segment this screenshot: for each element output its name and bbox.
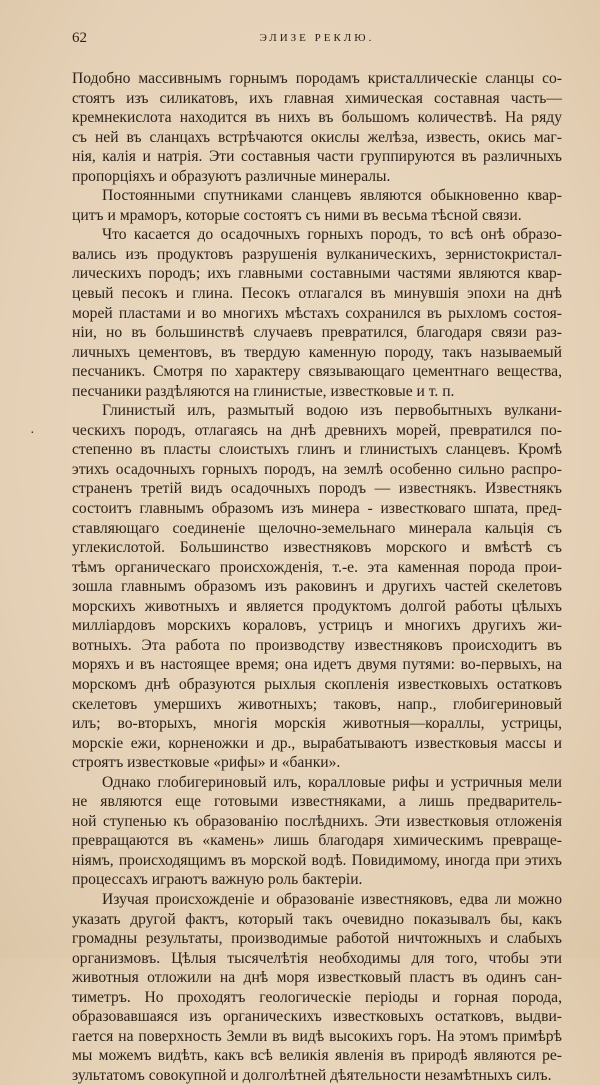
text-line: гается на поверхность Земли въ видѣ высокихъ горъ. На этомъ примѣрѣ bbox=[72, 1027, 562, 1045]
text-line: песчаники раздѣляются на глинистые, известковые и т. п. bbox=[72, 382, 455, 400]
text-line: Однако глобигериновый илъ, коралловые рифы и устричныя мели bbox=[102, 773, 562, 791]
text-line: ніи, но въ большинствѣ случаевъ превратился, благодаря связи раз- bbox=[72, 324, 562, 342]
text-line: строятъ известковые «рифы» и «банки». bbox=[72, 754, 341, 772]
text-line: зультатомъ совокупной и долголѣтней дѣятельности незамѣтныхъ силъ. bbox=[72, 1066, 552, 1084]
text-line: не являются еще готовыми известняками, а лишь предваритель- bbox=[72, 793, 562, 811]
margin-mark: · bbox=[30, 426, 35, 441]
book-page bbox=[72, 30, 562, 1085]
body-text bbox=[72, 69, 562, 1085]
text-line: Изучая происхожденіе и образованіе известняковъ, едва ли можно bbox=[102, 890, 562, 908]
text-line: углекислотой. Большинство известняковъ морского и вмѣстѣ съ bbox=[72, 539, 562, 557]
text-line: песчаникъ. Смотря по характеру связывающаго цементнаго вещества, bbox=[72, 363, 562, 381]
text-line: нія, калія и натрія. Эти составныя части группируются въ различныхъ bbox=[72, 148, 562, 166]
text-line: личныхъ цементовъ, въ твердую каменную породу, такъ называемый bbox=[72, 343, 562, 361]
text-line: моряхъ и въ настоящее время; она идетъ двумя путями: во-первыхъ, на bbox=[72, 656, 562, 674]
text-line: вотныхъ. Эта работа по производству известняковъ происходитъ въ bbox=[72, 636, 562, 654]
text-line: Постоянными спутниками сланцевъ являются обыкновенно квар- bbox=[102, 187, 562, 205]
text-line: морскомъ днѣ образуются рыхлыя скопленія известковыхъ остатковъ bbox=[72, 675, 562, 693]
text-line: тиметръ. Но проходятъ геологическіе періоды и горная порода, bbox=[72, 988, 562, 1006]
text-line: морскіе ежи, корненожки и др., вырабатываютъ известковыя массы и bbox=[72, 734, 562, 752]
text-line: Что касается до осадочныхъ горныхъ породъ, то всѣ онѣ образо- bbox=[102, 226, 562, 244]
text-line: ческихъ породъ, отлагаясь на днѣ древнихъ морей, превратился по- bbox=[72, 421, 562, 439]
text-line: состоитъ главнымъ образомъ изъ минера - известковаго шпата, пред- bbox=[72, 500, 562, 518]
text-line: вались изъ продуктовъ разрушенія вулканическихъ, зернистокристал- bbox=[72, 245, 562, 263]
running-head: ЭЛИЗЕ РЕКЛЮ. bbox=[259, 32, 375, 44]
text-line: лическихъ породъ; ихъ главными составными частями являются квар- bbox=[72, 265, 562, 283]
text-line: зошла главнымъ образомъ изъ раковинъ и другихъ частей скелетовъ bbox=[72, 578, 562, 596]
text-line: ставляющаго соединеніе щелочно-земельнаго минерала кальція съ bbox=[72, 519, 562, 537]
text-line: морей пластами и во многихъ мѣстахъ сохранился въ рыхломъ состоя- bbox=[72, 304, 562, 322]
text-line: процессахъ играютъ важную роль бактеріи. bbox=[72, 871, 363, 889]
text-line: стоятъ изъ силикатовъ, ихъ главная химическая составная часть— bbox=[72, 89, 562, 107]
text-line: мы можемъ видѣть, какъ всѣ великія явленія въ природѣ являются ре- bbox=[72, 1047, 562, 1065]
text-line: цитъ и мраморъ, которые состоятъ съ ними въ весьма тѣсной связи. bbox=[72, 206, 522, 224]
text-line: превращаются въ «камень» лишь благодаря химическимъ превраще- bbox=[72, 832, 562, 850]
text-line: степенно въ пласты слоистыхъ глинъ и глинистыхъ сланцевъ. Кромѣ bbox=[72, 441, 562, 459]
text-line: Глинистый илъ, размытый водою изъ первобытныхъ вулкани- bbox=[102, 402, 562, 420]
page-number: 62 bbox=[72, 30, 87, 46]
text-line: Подобно массивнымъ горнымъ породамъ кристаллическіе сланцы со- bbox=[72, 70, 562, 87]
text-line: образовавшаяся изъ органическихъ известковыхъ остатковъ, выдви- bbox=[72, 1008, 562, 1026]
text-line: ной ступенью къ образованію послѣднихъ. Эти известковыя отложенія bbox=[72, 812, 562, 830]
text-line: указать другой фактъ, который такъ очевидно показывалъ бы, какъ bbox=[72, 910, 562, 928]
text-line: кремнекислота находится въ нихъ въ большомъ количествѣ. На ряду bbox=[72, 109, 562, 127]
text-line: ніямъ, происходящимъ въ морской водѣ. Повидимому, иногда при этихъ bbox=[72, 851, 562, 869]
text-line: пропорціяхъ и образуютъ различные минералы. bbox=[72, 167, 391, 185]
text-line: морскихъ животныхъ и является продуктомъ долгой работы цѣлыхъ bbox=[72, 597, 562, 615]
text-line: милліардовъ морскихъ кораловъ, устрицъ и многихъ другихъ жи- bbox=[72, 617, 562, 635]
text-line: организмовъ. Цѣлыя тысячелѣтія необходимы для того, чтобы эти bbox=[72, 949, 562, 967]
text-line: цевый песокъ и глина. Песокъ отлагался въ минувшія эпохи на днѣ bbox=[72, 285, 562, 303]
text-line: съ ней въ сланцахъ встрѣчаются окислы желѣза, известь, окись маг- bbox=[72, 128, 562, 146]
text-line: тѣмъ органическаго происхожденія, т.-е. эта каменная порода прои- bbox=[72, 558, 562, 576]
page-header bbox=[72, 30, 562, 52]
text-line: страненъ третій видъ осадочныхъ породъ — известнякъ. Известнякъ bbox=[72, 480, 562, 498]
text-line: скелетовъ умершихъ животныхъ; таковъ, напр., глобигериновый bbox=[72, 695, 562, 713]
text-line: илъ; во-вторыхъ, многія морскія животныя—кораллы, устрицы, bbox=[72, 715, 562, 733]
text-line: животныя отложили на днѣ моря известковый пластъ въ одинъ сан- bbox=[72, 969, 562, 987]
text-line: этихъ осадочныхъ горныхъ породъ, на землѣ особенно сильно распро- bbox=[72, 460, 562, 478]
text-line: громадны результаты, производимые работой ничтожныхъ и слабыхъ bbox=[72, 930, 562, 948]
